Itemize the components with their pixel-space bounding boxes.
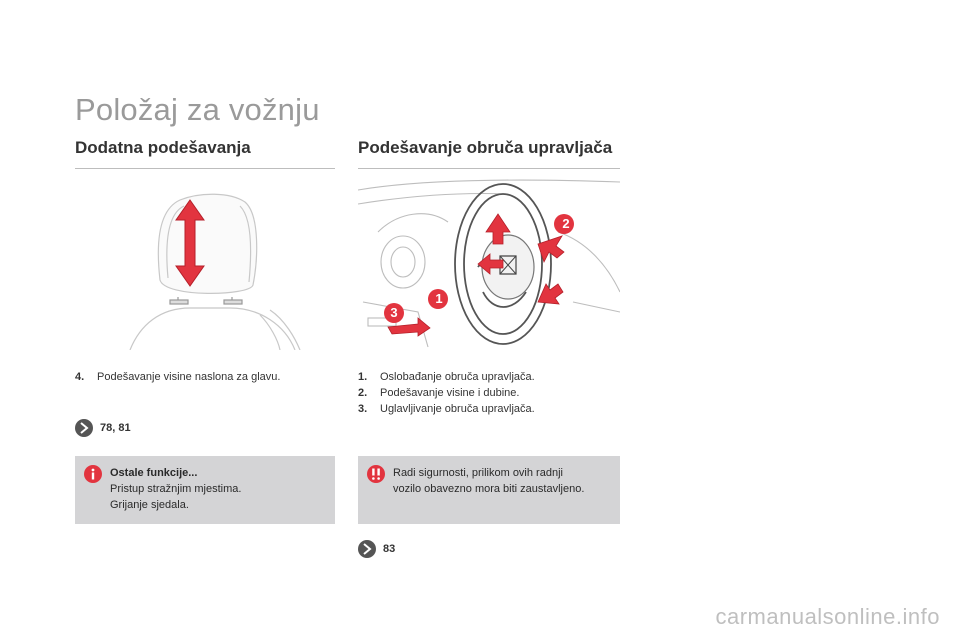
section-divider <box>358 168 620 169</box>
list-item: 3. Uglavljivanje obruča upravljača. <box>358 403 535 415</box>
chevron-right-icon <box>358 540 376 558</box>
warning-note <box>358 456 620 524</box>
section-heading-additional-settings: Dodatna podešavanja <box>75 138 251 157</box>
info-icon <box>84 465 102 483</box>
note-line: Pristup stražnjim mjestima. <box>110 483 242 495</box>
headrest-height-arrow <box>172 198 208 288</box>
headrest-instructions <box>75 369 280 385</box>
page-reference-text: 83 <box>383 543 396 555</box>
info-note <box>75 456 335 524</box>
callout-2: 2 <box>562 216 570 231</box>
list-item: 1. Oslobađanje obruča upravljača. <box>358 371 535 383</box>
steering-wheel-instructions <box>358 369 535 417</box>
headrest-illustration <box>120 190 320 350</box>
warning-icon <box>367 465 385 483</box>
page-title: Položaj za vožnju <box>75 92 320 127</box>
note-line: Grijanje sjedala. <box>110 499 189 511</box>
page-reference-text: 78, 81 <box>100 422 131 434</box>
callout-markers <box>384 214 574 323</box>
page-reference-left[interactable] <box>75 419 131 437</box>
section-divider <box>75 168 335 169</box>
warning-line: vozilo obavezno mora biti zaustavljeno. <box>393 483 585 495</box>
note-title: Ostale funkcije... <box>110 467 198 479</box>
list-item: 4. Podešavanje visine naslona za glavu. <box>75 371 281 383</box>
watermark: carmanualsonline.info <box>715 604 940 629</box>
page-reference-right[interactable] <box>358 540 395 558</box>
warning-line: Radi sigurnosti, prilikom ovih radnji <box>393 467 563 479</box>
callout-3: 3 <box>390 305 398 320</box>
callout-1: 1 <box>435 291 443 306</box>
chevron-right-icon <box>75 419 93 437</box>
steering-wheel-illustration <box>358 172 620 350</box>
list-item: 2. Podešavanje visine i dubine. <box>358 387 520 399</box>
section-heading-steering-wheel: Podešavanje obruča upravljača <box>358 138 613 157</box>
